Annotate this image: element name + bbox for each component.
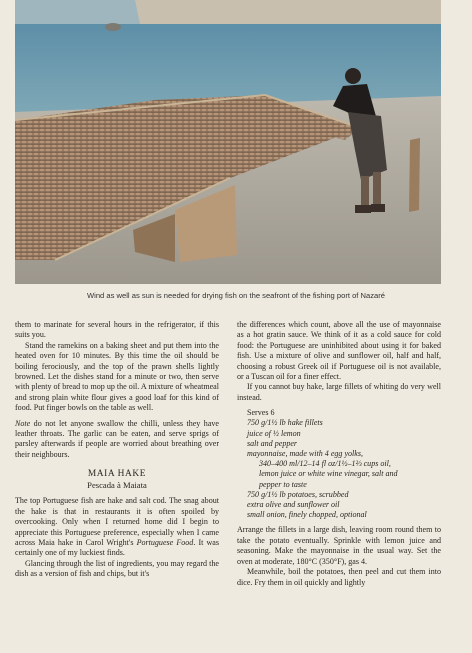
ingredient-item: juice of ½ lemon — [247, 428, 301, 438]
ingredient-item: 750 g/1½ lb hake fillets — [247, 418, 323, 428]
recipe-title: MAIA HAKE — [87, 469, 147, 480]
right-column — [237, 320, 441, 588]
ingredient-item: extra olive and sunflower oil — [247, 500, 340, 510]
paragraph: Glancing through the list of ingredients, you may regard the dish as a version of fish and chips, but it's — [15, 558, 219, 579]
ingredient-item: small onion, finely chopped, optional — [247, 510, 367, 520]
photo-fish-drying-racks-icon — [15, 0, 441, 284]
paragraph: Stand the ramekins on a baking sheet and put them into the heated oven for 10 minutes. By this time the oil should be boiling ferociously, and the top of the prawn shells lightly browned. Let the dishes stand for a minute or two, then serve with plenty of bread to mop up the oil. A mixture of wheatmeal and strong plain white flour gives a good loaf for this kind of food. Put finger bowls on the table as well. — [15, 340, 219, 413]
left-column — [15, 320, 219, 580]
note-text: do not let anyone swallow the chilli, unless they have leather throats. The garlic can be eaten, and serve sprigs of parsley afterwards if people are worried about breathing over their neighbours. — [15, 418, 219, 459]
paragraph: the differences which count, above all the use of mayonnaise as a hot gratin sauce. We think of it as a cold sauce for cold food: the Portuguese are uninhibited about using it for baked fish. Use a mixture of olive and sunflower oil, half and half, choosing a robust Greek oil if Portuguese oil is not available, or a Tuscan oil for a finer effect. — [237, 320, 441, 382]
ingredient-item: 750 g/1½ lb potatoes, scrubbed — [247, 489, 349, 499]
serves-line: Serves 6 — [247, 408, 275, 418]
note-paragraph — [15, 419, 219, 461]
recipe-subtitle: Pescada à Maiata — [87, 480, 147, 491]
fish-drying-photo — [15, 0, 441, 284]
ingredient-item: 340–400 ml/12–14 fl oz/1½–1⅔ cups oil, — [259, 459, 391, 469]
photo-caption: Wind as well as sun is needed for drying fish on the seafront of the fishing port of Nazaré — [86, 291, 385, 300]
ingredient-item: lemon juice or white wine vinegar, salt and — [259, 469, 398, 479]
ingredient-item: mayonnaise, made with 4 egg yolks, — [247, 449, 363, 459]
ingredient-list — [237, 408, 441, 520]
book-title: Portuguese Food — [136, 537, 194, 547]
paragraph — [15, 496, 219, 558]
paragraph: them to marinate for several hours in the refrigerator, if this suits you. — [15, 320, 219, 340]
ingredient-item: pepper to taste — [259, 479, 307, 489]
intro-end: . It was certainly one of my luckiest finds. — [15, 537, 219, 558]
paragraph: Meanwhile, boil the potatoes, then peel and cut them into dice. Fry them in oil quickly and lightly — [237, 567, 441, 587]
intro-text: The top Portuguese fish are hake and salt cod. The snag about the hake is that in restaurants it is often spoiled by overcooking. Only when I returned home did I begin to appreciate this Portuguese preference, especially when I came across Maia hake in Carol Wright's — [15, 496, 219, 547]
paragraph: Arrange the fillets in a large dish, leaving room round them to take the potato eventually. Sprinkle with lemon juice and seasoning. Make the mayonnaise in the usual way. Set the oven at moderate, 180°C (350°F), gas 4. — [237, 525, 441, 566]
note-label: Note — [15, 418, 31, 428]
ingredient-item: salt and pepper — [247, 438, 298, 448]
paragraph: If you cannot buy hake, large fillets of whiting do very well instead. — [237, 382, 441, 402]
